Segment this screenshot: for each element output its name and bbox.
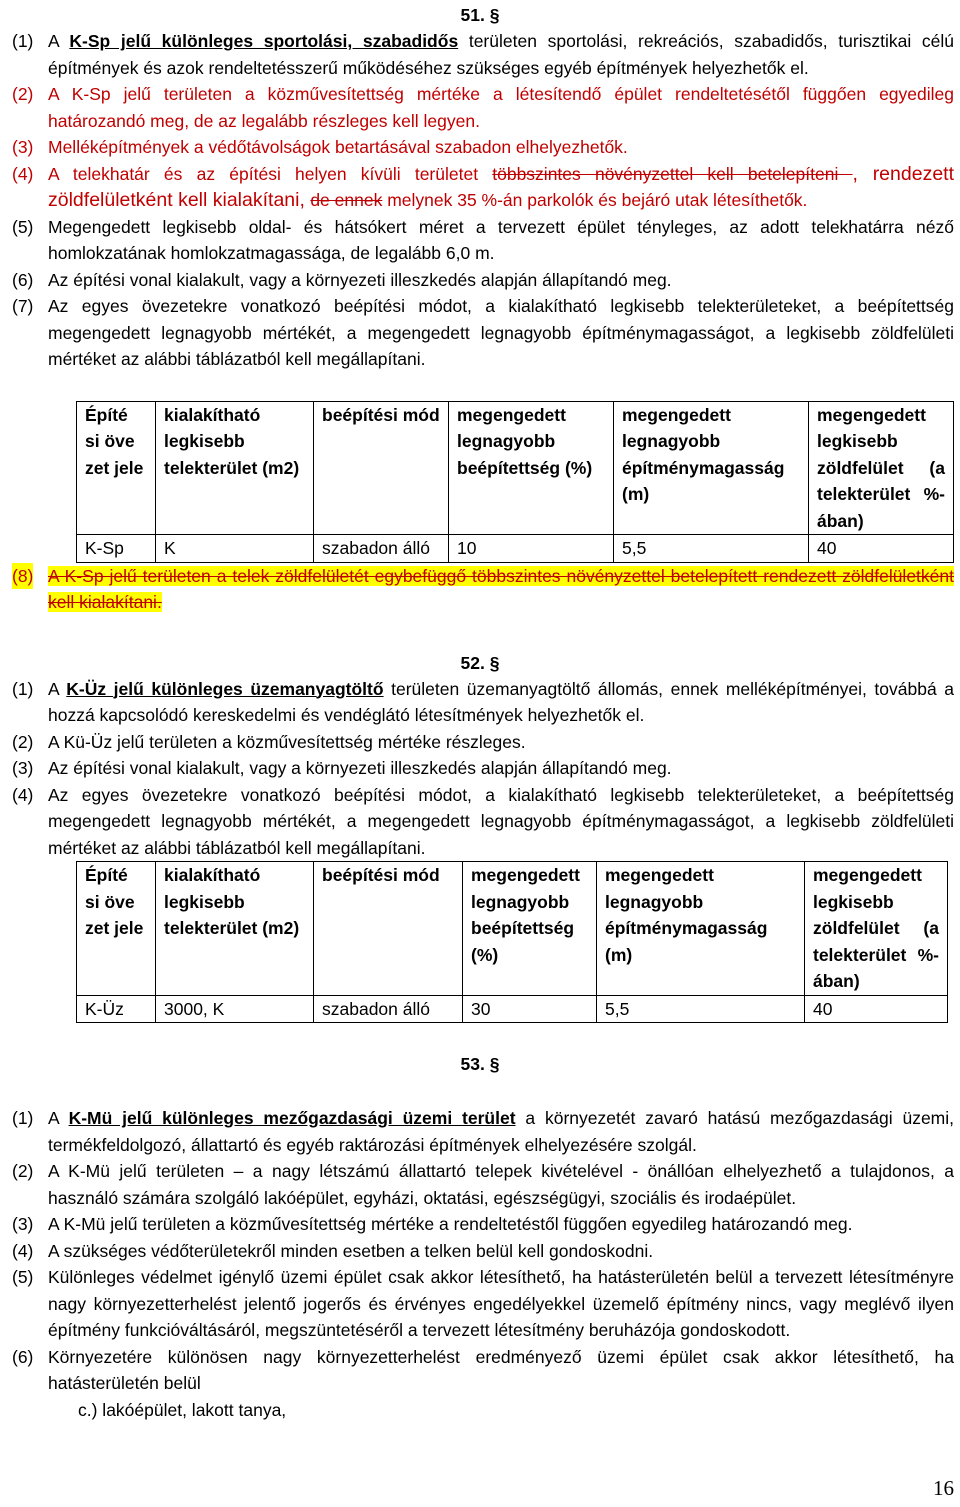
table-row (77, 995, 948, 1023)
paragraph-51-3 (0, 134, 960, 161)
table-cell: 30 (463, 995, 597, 1023)
header-cell: kialakítható legkisebb telekterület (m2) (156, 401, 314, 535)
zoning-table-k-uz (76, 861, 948, 1023)
paragraph-53-5 (0, 1264, 960, 1344)
text: A (48, 1108, 69, 1128)
header-cell: megengedett legkisebb zöldfelület (a telekterület %-ában) (809, 401, 954, 535)
text: Az építési vonal kialakult, vagy a környezeti illeszkedés alapján állapítandó meg. (48, 269, 672, 290)
table-cell: 10 (449, 535, 614, 563)
header-cell: megengedett legnagyobb építménymagasság (m) (597, 862, 805, 996)
sub-item-c: c.) lakóépület, lakott tanya, (78, 1399, 287, 1420)
paragraph-number: (4) (12, 1240, 34, 1261)
header-cell: megengedett legnagyobb beépítettség (%) (463, 862, 597, 996)
paragraph-number: (3) (12, 137, 34, 157)
header-cell: beépítési mód (314, 401, 449, 535)
paragraph-number: (7) (12, 296, 34, 316)
table-header-row (77, 401, 954, 535)
paragraph-51-2 (0, 81, 960, 134)
paragraph-52-2 (0, 729, 960, 756)
paragraph-number: (6) (12, 1346, 34, 1367)
text: Környezetére különösen nagy környezetterhelést eredményező üzemi épület csak akkor létesíthető, ha hatásterületén belül (48, 1346, 954, 1393)
paragraph-51-6 (0, 267, 960, 294)
paragraph-number: (5) (12, 1267, 34, 1287)
paragraph-51-8 (0, 563, 960, 616)
section-title-51: 51. § (460, 5, 500, 25)
text: Az egyes övezetekre vonatkozó beépítési módot, a kialakítható legkisebb telekterületeket, a beépítettség megengedett legnagyobb mértékét, a megengedett legnagyobb építménymagasságot, a legkisebb zöldfelületi mértéket az alábbi táblázatból kell megállapítani. (48, 296, 954, 369)
section-title-53: 53. § (460, 1054, 500, 1074)
paragraph-number: (8) (12, 563, 33, 590)
paragraph-number: (2) (12, 731, 34, 752)
table-cell: 40 (805, 995, 948, 1023)
text: Megengedett legkisebb oldal- és hátsókert méret a tervezett épület tényleges, az adott telekhatárra néző homlokzatának homlokzatmagassága, de legalább 6,0 m. (48, 216, 954, 263)
paragraph-number: (3) (12, 758, 34, 778)
header-cell: Építé si öve zet jele (77, 862, 156, 996)
deleted-text: de ennek (310, 190, 383, 210)
table-header-row (77, 862, 948, 996)
paragraph-52-3 (0, 755, 960, 782)
paragraph-number: (2) (12, 1161, 34, 1181)
paragraph-number: (4) (12, 784, 34, 805)
paragraph-number: (2) (12, 84, 34, 104)
paragraph-51-5 (0, 214, 960, 267)
text: A K-Sp jelű területen a közművesítettség mértéke a létesítendő épület rendeltetésétől függően egyedileg határozandó meg, de az legalább részleges kell legyen. (48, 84, 954, 131)
table-cell: 5,5 (597, 995, 805, 1023)
text: területen sportolási, rekreációs, szabadidős, turisztikai célú építmények és azok rendeltetésszerű működéséhez szükséges egyéb építmények helyezhetők el. (48, 31, 954, 78)
table-cell: szabadon álló (314, 995, 463, 1023)
paragraph-53-6 (0, 1344, 960, 1397)
header-cell: beépítési mód (314, 862, 463, 996)
table-cell: K-Üz (77, 995, 156, 1023)
paragraph-number: (4) (12, 163, 34, 184)
table-cell: 40 (809, 535, 954, 563)
paragraph-51-1 (0, 28, 960, 81)
zoning-table-k-sp (76, 401, 954, 563)
deleted-text: többszintes növényzettel kell betelepíteni (492, 163, 853, 184)
header-cell: megengedett legnagyobb beépítettség (%) (449, 401, 614, 535)
header-cell: megengedett legkisebb zöldfelület (a telekterület %-ában) (805, 862, 948, 996)
text: a környezetét zavaró hatású mezőgazdasági üzemi, termékfeldolgozó, állattartó és egyéb raktározási építmények elhelyezésére szolgál. (48, 1108, 955, 1155)
table-cell: 3000, K (156, 995, 314, 1023)
table-row (77, 535, 954, 563)
paragraph-51-4 (0, 161, 960, 214)
header-cell: megengedett legnagyobb építménymagasság (m) (614, 401, 809, 535)
header-cell: Építé si öve zet jele (77, 401, 156, 535)
table-cell: K-Sp (77, 535, 156, 563)
paragraph-number: (6) (12, 269, 34, 290)
text: területen üzemanyagtöltő állomás, ennek melléképítményei, továbbá a hozzá kapcsolódó kereskedelmi és vendéglátó létesítmények helyezhetők el. (48, 678, 954, 725)
zone-name-bold: K-Mü jelű különleges mezőgazdasági üzemi terület (68, 1108, 516, 1128)
paragraph-number: (3) (12, 1214, 34, 1234)
paragraph-53-2 (0, 1158, 960, 1211)
paragraph-53-3 (0, 1211, 960, 1238)
inserted-text: , rendezett zöldfelületként kell kialakítani, (48, 162, 954, 211)
table-cell: K (156, 535, 314, 563)
zone-name-bold: K-Sp jelű különleges sportolási, szabadidős (69, 31, 459, 51)
paragraph-53-1 (0, 1105, 960, 1158)
paragraph-52-4 (0, 782, 960, 862)
header-cell: kialakítható legkisebb telekterület (m2) (156, 862, 314, 996)
page-number: 16 (933, 1476, 954, 1500)
paragraph-53-4 (0, 1238, 960, 1265)
text: melynek 35 %-án parkolók és bejáró utak létesíthetők. (382, 190, 808, 210)
text: A (48, 678, 67, 699)
text: Különleges védelmet igénylő üzemi épület csak akkor létesíthető, ha hatásterületén belül a tervezett létesítményre nagy környezetterhelést jelentő jogerős és érvényes engedélyekkel üzemelő építmény nincs, vagy meglévő ilyen építmény funkcióváltásáról, megszüntetéséről a tervezett létesítmény beruházója gondoskodott. (48, 1267, 954, 1340)
paragraph-number: (1) (12, 678, 34, 699)
paragraph-number: (5) (12, 216, 34, 237)
text: A telekhatár és az építési helyen kívüli területet (48, 163, 493, 184)
paragraph-number: (1) (12, 31, 34, 51)
text: A (48, 31, 70, 51)
zone-name-bold: K-Üz jelű különleges üzemanyagtöltő (66, 678, 384, 699)
paragraph-52-1 (0, 676, 960, 729)
text: Az egyes övezetekre vonatkozó beépítési módot, a kialakítható legkisebb telekterületeket, a beépítettség megengedett legnagyobb mértékét, a megengedett legnagyobb építménymagasságot, a legkisebb zöldfelületi mértéket az alábbi táblázatból kell megállapítani. (48, 784, 954, 858)
text: A K-Mü jelű területen a közművesítettség mértéke a rendeltetéstől függően egyedileg határozandó meg. (48, 1214, 853, 1234)
table-cell: 5,5 (614, 535, 809, 563)
paragraph-51-7 (0, 293, 960, 373)
section-title-52: 52. § (460, 652, 500, 673)
text: Az építési vonal kialakult, vagy a környezeti illeszkedés alapján állapítandó meg. (48, 758, 672, 778)
table-cell: szabadon álló (314, 535, 449, 563)
text: A szükséges védőterületekről minden esetben a telken belül kell gondoskodni. (48, 1240, 654, 1261)
text: Melléképítmények a védőtávolságok betartásával szabadon elhelyezhetők. (48, 137, 628, 157)
text: A Kü-Üz jelű területen a közművesítettség mértéke részleges. (48, 731, 526, 752)
paragraph-number: (1) (12, 1108, 34, 1128)
deleted-text: A K-Sp jelű területen a telek zöldfelületét egybefüggő többszintes növényzettel betelepített rendezett zöldfelületként kell kialakítani. (48, 565, 954, 612)
text: A K-Mü jelű területen – a nagy létszámú állattartó telepek kivételével - önállóan elhelyezhető a tulajdonos, a használó számára szolgáló lakóépület, egyházi, oktatási, egészségügyi, szociális és irodaépület. (48, 1161, 954, 1208)
